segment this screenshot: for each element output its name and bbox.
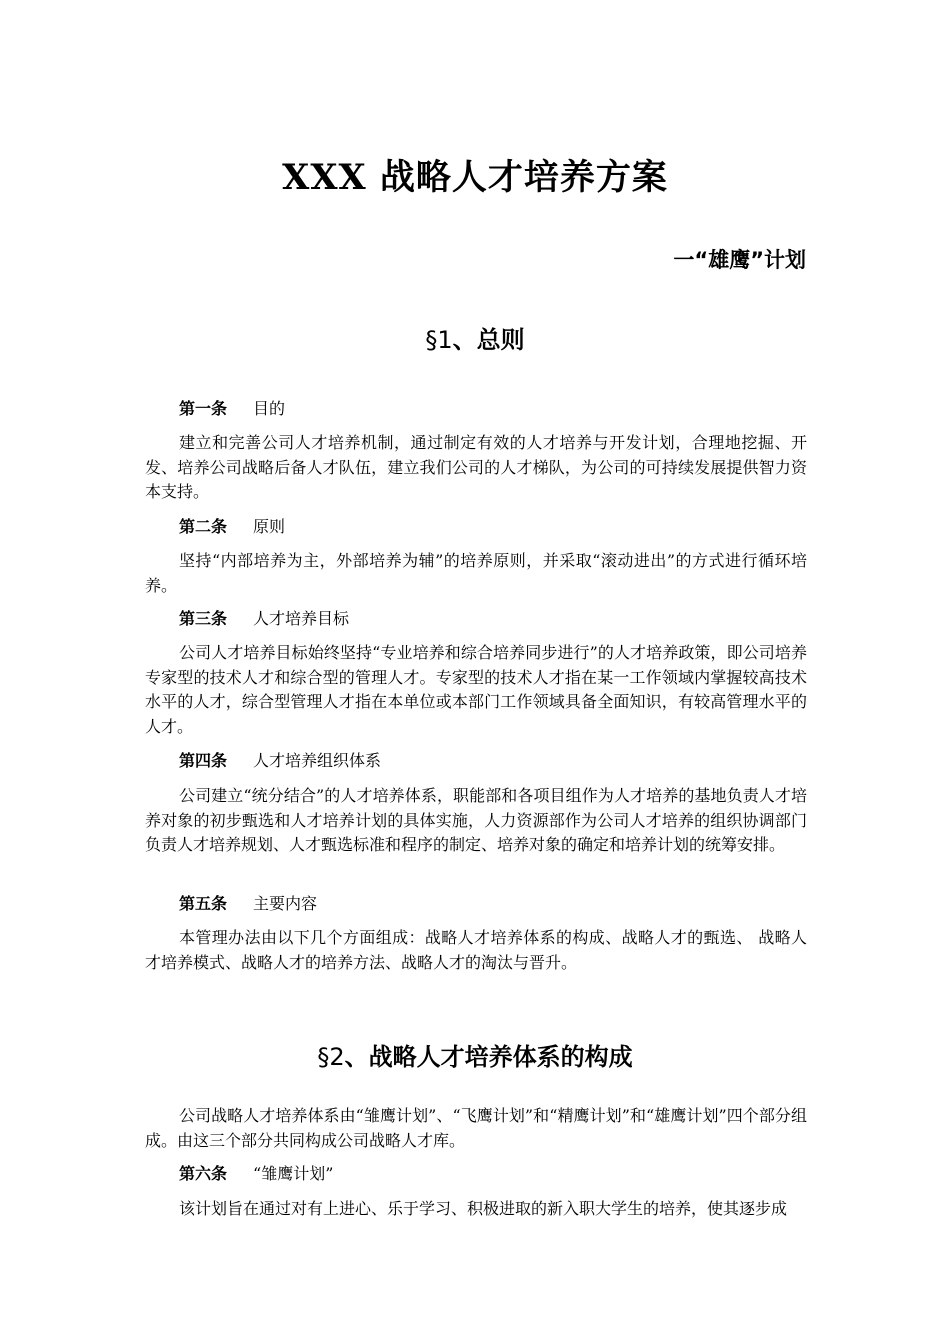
article-name: 主要内容 (253, 894, 318, 913)
article-name: 目的 (253, 399, 286, 418)
article-4 (179, 748, 381, 771)
paragraph: 建立和完善公司人才培养机制，通过制定有效的人才培养与开发计划，合理地挖掘、开发、培养公司战略后备人才队伍，建立我们公司的人才梯队，为公司的可持续发展提供智力资本支持。 (145, 433, 807, 501)
section-symbol: §1 (425, 326, 453, 354)
paragraph: 坚持“内部培养为主，外部培养为辅”的培养原则，并采取“滚动进出”的方式进行循环培养。 (145, 551, 807, 595)
section-title: 、总则 (452, 326, 525, 354)
paragraph: 公司人才培养目标始终坚持“专业培养和综合培养同步进行”的人才培养政策，即公司培养专家型的技术人才和综合型的管理人才。专家型的技术人才指在某一工作领域内掌握较高技术水平的人才，综合型管理人才指在本单位或本部门工作领域具备全面知识，有较高管理水平的人才。 (145, 643, 807, 736)
document-title: XXX 战略人才培养方案 (282, 157, 668, 198)
article-name: 原则 (253, 517, 286, 536)
article-number: 第四条 (179, 751, 228, 770)
paragraph: 公司建立“统分结合”的人才培养体系，职能部和各项目组作为人才培养的基地负责人才培养对象的初步甄选和人才培养计划的具体实施，人力资源部作为公司人才培养的组织协调部门负责人才培养规划、人才甄选标准和程序的制定、培养对象的确定和培养计划的统筹安排。 (145, 786, 807, 854)
article-2 (179, 514, 285, 537)
article-3 (179, 606, 349, 629)
paragraph: 该计划旨在通过对有上进心、乐于学习、积极进取的新入职大学生的培养，使其逐步成 (179, 1199, 788, 1218)
article-number: 第六条 (179, 1164, 228, 1183)
article-6 (179, 1161, 333, 1184)
article-number: 第五条 (179, 894, 228, 913)
article-name: 人才培养组织体系 (253, 751, 382, 770)
article-name: 人才培养目标 (253, 609, 350, 628)
paragraph: 本管理办法由以下几个方面组成：战略人才培养体系的构成、战略人才的甄选、 战略人才培养模式、战略人才的培养方法、战略人才的淘汰与晋升。 (145, 928, 807, 972)
document-subtitle: 一“雄鹰”计划 (673, 248, 806, 272)
article-name: “雏鹰计划” (253, 1164, 334, 1183)
article-number: 第二条 (179, 517, 228, 536)
article-number: 第一条 (179, 399, 228, 418)
section-heading-1 (0, 320, 950, 355)
section-heading-2 (0, 1037, 950, 1072)
article-1 (179, 396, 285, 419)
section-symbol: §2 (317, 1043, 345, 1071)
article-number: 第三条 (179, 609, 228, 628)
section-title: 、战略人才培养体系的构成 (344, 1043, 633, 1071)
paragraph: 公司战略人才培养体系由“雏鹰计划”、“飞鹰计划”和“精鹰计划”和“雄鹰计划”四个部分组成。由这三个部分共同构成公司战略人才库。 (145, 1106, 807, 1150)
article-5 (179, 891, 317, 914)
